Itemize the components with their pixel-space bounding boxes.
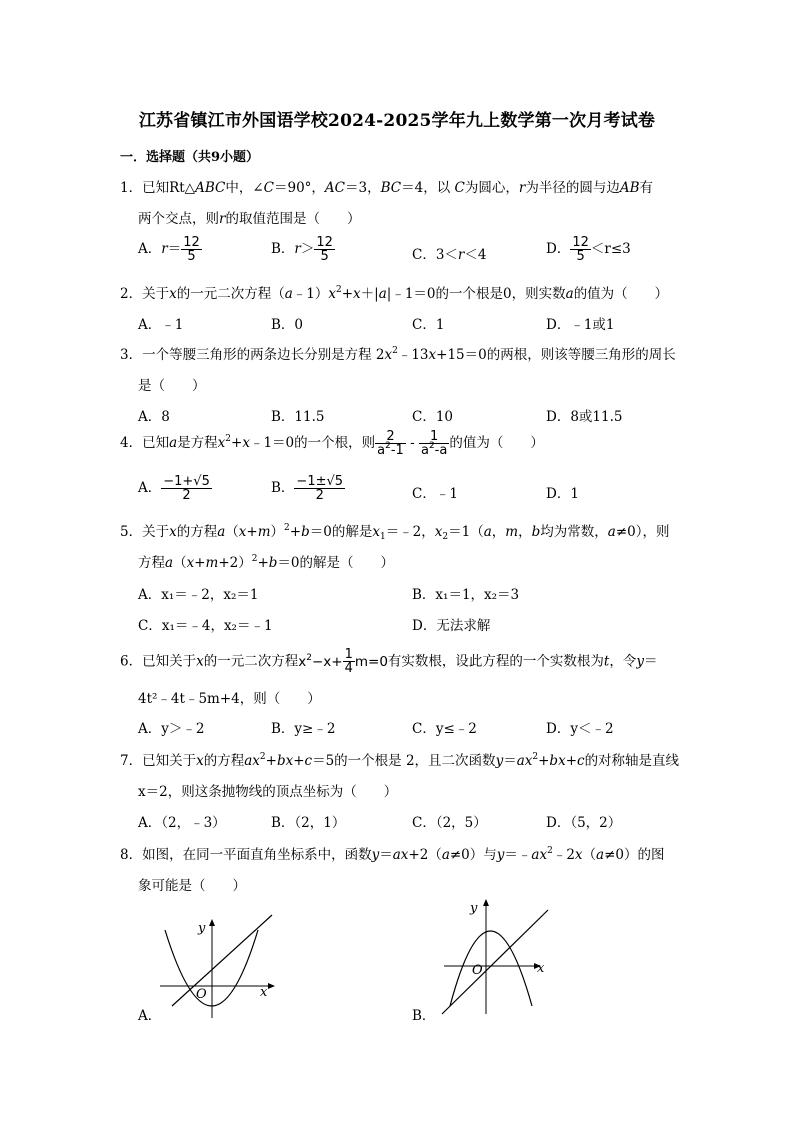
q1-option-d: D． $\frac{12}{5}$ ＜r≤3 xyxy=(546,235,631,264)
question-4-line-1: 4．已知a是方程$x^2+x﹣1=0$的一个根，则 $\frac{2}{a^2-1}$ - $\frac{1}{a^2-a}$ 的值为（ ） xyxy=(120,429,544,458)
q6-option-d: D．y＜﹣2 xyxy=(546,721,614,737)
q4-option-b: B． $\frac{-1\pm√5}{2}$ xyxy=(271,474,344,503)
q7-option-d: D．（5，2） xyxy=(546,815,622,831)
question-3-line-2: 是（ ） xyxy=(138,378,206,394)
question-5-line-1: 5．关于x的方程$a(x+m)^2+b=0$的解是$x_1=﹣2$，$x_2=1(a$，m，b均为常数，a≠0），则 xyxy=(120,523,670,542)
x-axis-label: x xyxy=(537,961,545,976)
question-7-line-1: 7．已知关于x的方程$ax^2+bx+c=5$的一个根是 2，且二次函数$y=ax^2+bx+c$的对称轴是直线 xyxy=(120,752,680,769)
question-6-line-1: 6．已知关于x的一元二次方程$x^2-x+$ $\frac{1}{4}$ m=0有实数根，设此方程的一个实数根为t，令y＝ xyxy=(120,647,658,676)
y-axis-label: y xyxy=(470,901,478,916)
q6-option-a: A．y＞﹣2 xyxy=(138,721,205,737)
figure-a-graph xyxy=(150,910,290,1020)
figure-b-label: B． xyxy=(412,1008,436,1024)
question-1-line-1: 1．已知Rt△ABC中，∠C＝90°，AC＝3，BC＝4，以 C为圆心，r为半径的圆与边AB有 xyxy=(120,180,653,196)
question-3-line-1: 3．一个等腰三角形的两条边长分别是方程 $2x^2﹣13x+15=0$的两根，则该等腰三角形的周长 xyxy=(120,346,676,363)
q5-option-d: D．无法求解 xyxy=(412,618,491,634)
page-title: 江苏省镇江市外国语学校2024-2025学年九上数学第一次月考试卷 xyxy=(138,111,656,131)
question-8-line-2: 象可能是（ ） xyxy=(138,878,246,894)
q1-option-a: A．r＝ $\frac{12}{5}$ xyxy=(138,235,200,264)
q2-option-c: C．1 xyxy=(412,317,445,333)
q4-option-a: A． $\frac{-1+√5}{2}$ xyxy=(138,474,210,503)
q2-option-d: D．﹣1或1 xyxy=(546,317,615,333)
question-7-line-2: x＝2，则这条抛物线的顶点坐标为（ ） xyxy=(138,784,398,800)
question-2-line-1: 2．关于x的一元二次方程$(a﹣1)x^2+x+|a|﹣1=0$的一个根是0，则实数a的值为（ ） xyxy=(120,285,669,302)
q1-option-b: B．r＞ $\frac{12}{5}$ xyxy=(271,235,333,264)
figure-b-graph xyxy=(420,896,560,1020)
line xyxy=(442,910,548,1014)
q4-option-c: C．﹣1 xyxy=(412,486,458,502)
question-8-line-1: 8．如图，在同一平面直角坐标系中，函数y＝ax+2（a≠0）与$y=﹣ax^2﹣2x(a\ne 0)$的图 xyxy=(120,846,665,863)
q2-option-b: B．0 xyxy=(271,317,304,333)
q7-option-a: A．（2，﹣3） xyxy=(138,815,226,831)
question-1-line-2: 两个交点，则r的取值范围是（ ） xyxy=(138,211,361,227)
origin-label: O xyxy=(196,987,207,1002)
q5-option-a: A．x₁＝﹣2，x₂＝1 xyxy=(138,587,259,603)
q1-option-c: C．3＜r＜4 xyxy=(412,247,487,263)
y-axis-label: y xyxy=(198,921,206,936)
section-heading: 一．选择题（共9小题） xyxy=(120,150,260,165)
q7-option-c: C．（2，5） xyxy=(412,815,487,831)
q4-option-d: D．1 xyxy=(546,486,579,502)
q6-option-b: B．y≥﹣2 xyxy=(271,721,336,737)
q3-option-d: D．8或11.5 xyxy=(546,409,623,425)
line xyxy=(172,915,272,1006)
q3-option-c: C．10 xyxy=(412,409,454,425)
q2-option-a: A．﹣1 xyxy=(138,317,184,333)
q5-option-b: B．x₁＝1，x₂＝3 xyxy=(412,587,520,603)
origin-label: O xyxy=(472,963,483,978)
q5-option-c: C．x₁＝﹣4，x₂＝﹣1 xyxy=(138,618,273,634)
q7-option-b: B．（2，1） xyxy=(271,815,346,831)
figure-a-label: A． xyxy=(138,1008,162,1024)
x-axis-label: x xyxy=(260,985,268,1000)
q6-option-c: C．y≤﹣2 xyxy=(412,721,477,737)
q3-option-b: B．11.5 xyxy=(271,409,325,425)
q3-option-a: A．8 xyxy=(138,409,170,425)
question-5-line-2: 方程$a(x+m+2)^2+b=0$的解是（ ） xyxy=(138,554,395,571)
question-6-line-2: 4t²﹣4t﹣5m+4，则（ ） xyxy=(138,691,321,707)
